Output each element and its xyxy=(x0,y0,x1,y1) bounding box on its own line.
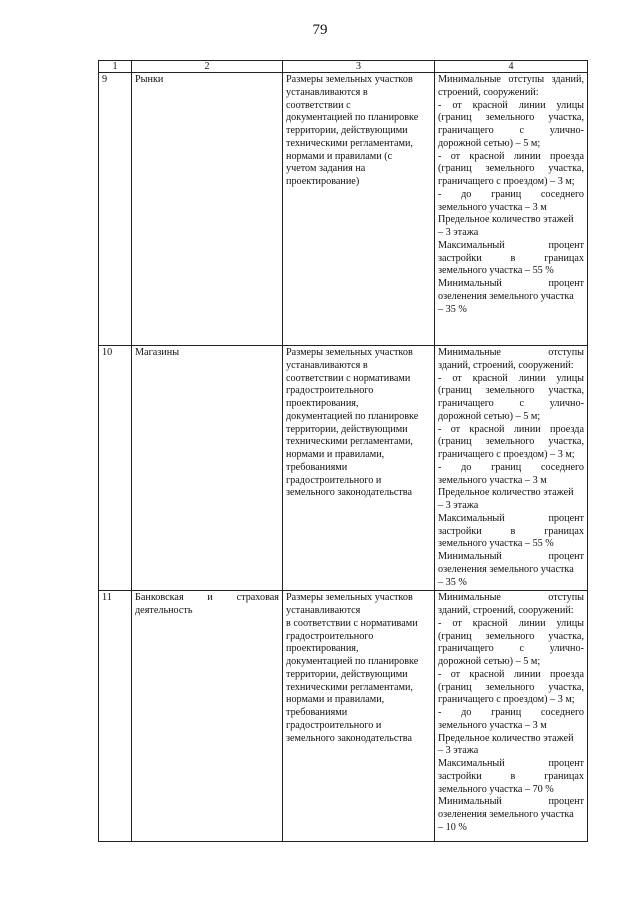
text-line: нормами и правилами, xyxy=(286,449,385,460)
text-line: граничащего с улично- xyxy=(438,125,584,136)
text-line: дорожной сетью) – 5 м; xyxy=(438,410,541,422)
text-line: Предельное количество этажей xyxy=(438,214,574,226)
row-limit-parameters xyxy=(435,346,588,591)
text-line: Максимальный процент xyxy=(438,758,584,769)
text-line: нормами и правилами, xyxy=(286,694,385,706)
table-row xyxy=(99,591,588,842)
text-line: Размеры земельных участков xyxy=(286,592,413,604)
text-line: Минимальный процент xyxy=(438,551,584,562)
table-row xyxy=(99,73,588,346)
row-number: 9 xyxy=(99,73,132,346)
row-plot-size-rules xyxy=(283,73,435,346)
table-row xyxy=(99,346,588,591)
text-line: территории, действующими xyxy=(286,125,408,136)
text-line: – 35 % xyxy=(438,576,467,588)
row-activity-name: Банковская и страховая деятельность xyxy=(132,591,283,842)
text-line: застройки в границах xyxy=(438,770,584,782)
row-number: 10 xyxy=(99,346,132,591)
text-line: дорожной сетью) – 5 м; xyxy=(438,137,541,149)
text-line: территории, действующими xyxy=(286,423,408,435)
text-line: застройки в границах xyxy=(438,252,584,264)
text-line: Минимальный процент xyxy=(438,278,584,289)
text-line: градостроительного и xyxy=(286,719,382,731)
text-line: - от красной линии улицы xyxy=(438,617,584,629)
text-line: устанавливаются xyxy=(286,605,361,616)
text-line: - от красной линии проезда xyxy=(438,150,584,162)
text-line: земельного законодательства xyxy=(286,732,412,744)
text-line: (границ земельного участка, xyxy=(438,163,584,175)
text-line: (границ земельного участка, xyxy=(438,385,584,397)
row-plot-size-rules xyxy=(283,346,435,591)
text-line: Максимальный процент xyxy=(438,239,584,251)
text-line: Размеры земельных участков xyxy=(286,74,413,85)
text-line: земельного участка – 3 м xyxy=(438,474,547,486)
row-limit-parameters xyxy=(435,591,588,842)
text-line: нормами и правилами (с xyxy=(286,150,393,162)
text-line: озеленения земельного участка xyxy=(438,563,574,575)
text-line: документацией по планировке xyxy=(286,112,419,124)
text-line: зданий, строений, сооружений: xyxy=(438,359,574,371)
text-line: устанавливаются в xyxy=(286,359,368,371)
text-line: градостроительного xyxy=(286,385,374,397)
text-line: Минимальный процент xyxy=(438,796,584,808)
text-line: – 3 этажа xyxy=(438,500,479,511)
text-line: проектирования, xyxy=(286,643,359,655)
table-header-row xyxy=(99,61,588,73)
row-limit-parameters xyxy=(435,73,588,346)
text-line: в соответствии с нормативами xyxy=(286,617,418,629)
text-line: устанавливаются в xyxy=(286,86,368,98)
row-activity-name: Магазины xyxy=(132,346,283,591)
text-line: - до границ соседнего xyxy=(438,188,584,200)
text-line: территории, действующими xyxy=(286,668,408,680)
row-activity-name: Рынки xyxy=(132,73,283,346)
text-line: земельного участка – 3 м xyxy=(438,719,547,731)
text-line: соответствии с нормативами xyxy=(286,372,411,384)
text-line: застройки в границах xyxy=(438,525,584,537)
text-line: зданий, строений, сооружений: xyxy=(438,605,574,616)
text-line: - от красной линии проезда xyxy=(438,423,584,435)
text-line: граничащего с проездом) – 3 м; xyxy=(438,176,575,187)
header-col-4: 4 xyxy=(435,61,588,73)
regulations-table xyxy=(98,60,588,842)
text-line: земельного законодательства xyxy=(286,487,412,499)
text-line: граничащего с проездом) – 3 м; xyxy=(438,449,575,460)
text-line: – 3 этажа xyxy=(438,227,479,238)
text-line: Предельное количество этажей xyxy=(438,487,574,499)
text-line: – 10 % xyxy=(438,821,467,833)
text-line: Размеры земельных участков xyxy=(286,347,413,358)
text-line: земельного участка – 3 м xyxy=(438,201,547,213)
text-line: учетом задания на xyxy=(286,163,366,175)
text-line: техническими регламентами, xyxy=(286,436,413,448)
text-line: граничащего с проездом) – 3 м; xyxy=(438,694,575,706)
row-number: 11 xyxy=(99,591,132,842)
text-line: Минимальные отступы зданий, xyxy=(438,74,584,85)
page-number: 79 xyxy=(312,22,328,38)
text-line: требованиями xyxy=(286,461,348,473)
text-line: земельного участка – 70 % xyxy=(438,783,554,795)
text-line: Минимальные отступы xyxy=(438,592,584,604)
text-line: земельного участка – 55 % xyxy=(438,265,554,277)
header-col-2: 2 xyxy=(132,61,283,73)
text-line: – 35 % xyxy=(438,303,467,315)
header-col-1: 1 xyxy=(99,61,132,73)
text-line: - от красной линии улицы xyxy=(438,372,584,384)
text-line: (границ земельного участка, xyxy=(438,630,584,642)
text-line: земельного участка – 55 % xyxy=(438,538,554,550)
text-line: проектирование) xyxy=(286,176,360,187)
text-line: градостроительного xyxy=(286,630,374,642)
header-col-3: 3 xyxy=(283,61,435,73)
text-line: - от красной линии проезда xyxy=(438,668,584,680)
row-plot-size-rules xyxy=(283,591,435,842)
text-line: (границ земельного участка, xyxy=(438,681,584,693)
text-line: озеленения земельного участка xyxy=(438,290,574,302)
text-line: проектирования, xyxy=(286,398,359,409)
text-line: - от красной линии улицы xyxy=(438,99,584,111)
text-line: - до границ соседнего xyxy=(438,461,584,473)
text-line: техническими регламентами, xyxy=(286,137,413,149)
text-line: (границ земельного участка, xyxy=(438,112,584,124)
text-line: граничащего с улично- xyxy=(438,398,584,409)
text-line: документацией по планировке xyxy=(286,410,419,422)
text-line: требованиями xyxy=(286,707,348,718)
text-line: соответствии с xyxy=(286,99,351,111)
text-line: градостроительного и xyxy=(286,474,382,486)
text-line: Минимальные отступы xyxy=(438,347,584,358)
text-line: (границ земельного участка, xyxy=(438,436,584,448)
text-line: Предельное количество этажей xyxy=(438,732,574,744)
text-line: документацией по планировке xyxy=(286,656,419,667)
text-line: граничащего с улично- xyxy=(438,643,584,655)
text-line: дорожной сетью) – 5 м; xyxy=(438,656,541,667)
text-line: Максимальный процент xyxy=(438,512,584,524)
text-line: – 3 этажа xyxy=(438,745,479,757)
text-line: строений, сооружений: xyxy=(438,86,539,98)
text-line: техническими регламентами, xyxy=(286,681,413,693)
text-line: - до границ соседнего xyxy=(438,707,584,718)
text-line: озеленения земельного участка xyxy=(438,809,574,820)
